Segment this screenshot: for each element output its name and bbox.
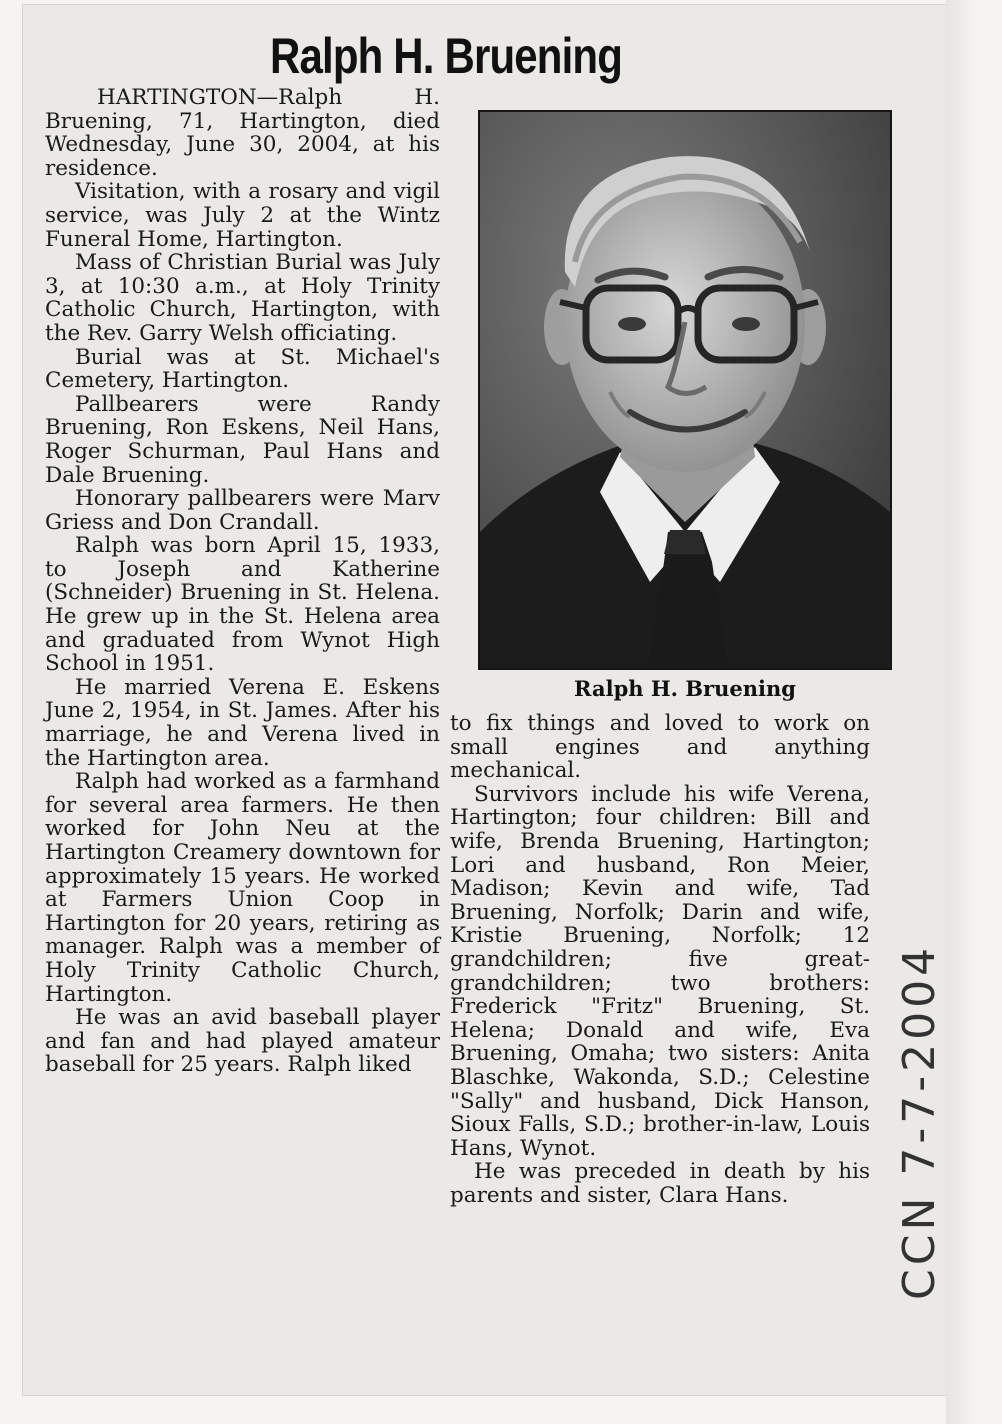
photo-caption: Ralph H. Bruening (574, 676, 796, 701)
paragraph: He was an avid baseball player and fan and had played amateur baseball for 25 years. Ralph liked (45, 1005, 440, 1078)
left-text-column (45, 86, 440, 1077)
paragraph: He was preceded in death by his parents and sister, Clara Hans. (450, 1159, 870, 1208)
clipping-edge (946, 0, 976, 1424)
paragraph: Survivors include his wife Verena, Hartington; four children: Bill and wife, Brenda Bruening, Hartington; Lori and husband, Ron Meier, Madison; Kevin and wife, Tad Bruening, Norfolk; Darin and wife, Kristie Bruening, Norfolk; 12 grandchildren; five great-grandchildren; two brothers: Frederick "Fritz" Bruening, St. Helena; Donald and wife, Eva Bruening, Omaha; two sisters: Anita Blaschke, Wakonda, S.D.; Celestine "Sally" and husband, Dick Hanson, Sioux Falls, S.D.; brother-in-law, Louis Hans, Wynot. (450, 781, 870, 1161)
paragraph: HARTINGTON—Ralph H. Bruening, 71, Hartington, died Wednesday, June 30, 2004, at his residence. (45, 85, 440, 181)
paragraph: Ralph had worked as a farmhand for several area farmers. He then worked for John Neu at the Hartington Creamery downtown for approximately 15 years. He worked at Farmers Union Coop in Hartington for 20 years, retiring as manager. Ralph was a member of Holy Trinity Catholic Church, Hartington. (45, 769, 440, 1007)
portrait-illustration (480, 112, 890, 668)
paragraph: Pallbearers were Randy Bruening, Ron Eskens, Neil Hans, Roger Schurman, Paul Hans and Dale Bruening. (45, 391, 440, 488)
paragraph: Visitation, with a rosary and vigil service, was July 2 at the Wintz Funeral Home, Hartington. (45, 179, 440, 252)
handwritten-date-note: CCN 7-7-2004 (894, 943, 945, 1300)
paragraph: to fix things and loved to work on small engines and anything mechanical. (450, 711, 870, 784)
obituary-headline: Ralph H. Bruening (270, 28, 623, 84)
portrait-photo (478, 110, 892, 670)
paragraph: He married Verena E. Eskens June 2, 1954, in St. James. After his marriage, he and Verena lived in the Hartington area. (45, 674, 440, 771)
right-text-column (450, 712, 870, 1207)
paragraph: Honorary pallbearers were Marv Griess and Don Crandall. (45, 486, 440, 535)
paragraph: Burial was at St. Michael's Cemetery, Hartington. (45, 344, 440, 394)
paragraph: Ralph was born April 15, 1933, to Joseph and Katherine (Schneider) Bruening in St. Helena. He grew up in the St. Helena area and graduated from Wynot High School in 1951. (45, 533, 440, 677)
paragraph: Mass of Christian Burial was July 3, at 10:30 a.m., at Holy Trinity Catholic Church, Hartington, with the Rev. Garry Welsh officiating. (45, 250, 440, 346)
